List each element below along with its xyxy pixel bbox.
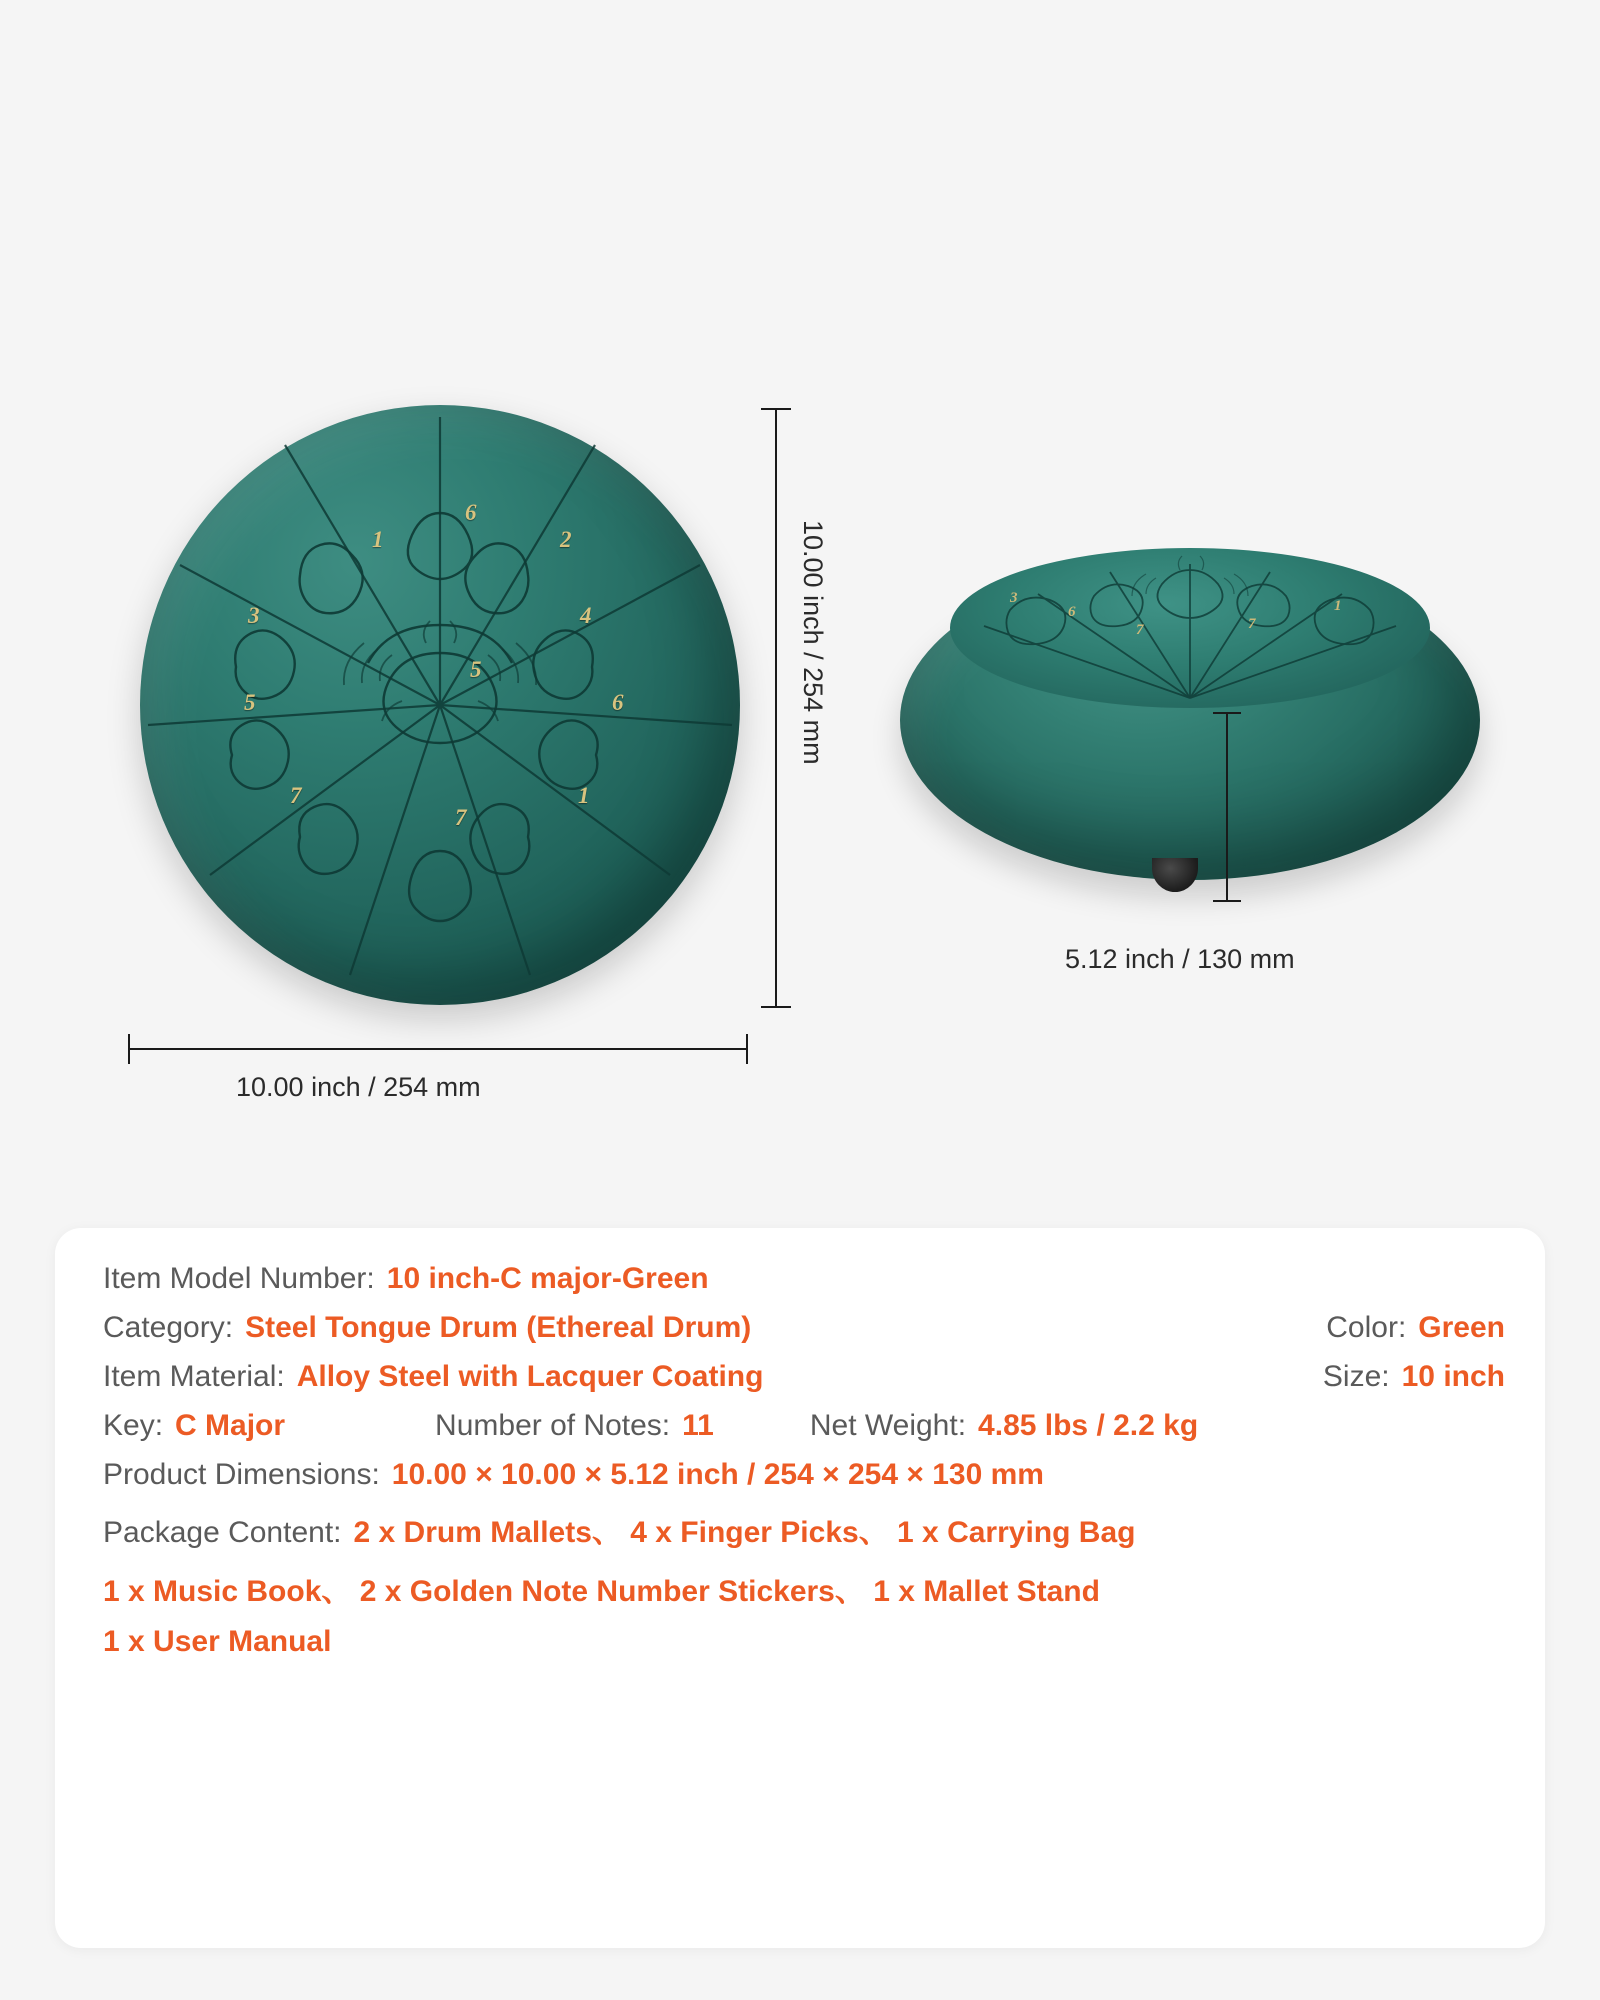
dimension-line-horizontal [128, 1048, 748, 1050]
note-number: 5 [244, 690, 256, 715]
package-continuation-line-2: 1 x Music Book、 2 x Golden Note Number Stickers、 1 x Mallet Stand [103, 1575, 1100, 1608]
size-label: Size: [1322, 1360, 1390, 1393]
note-number: 3 [1010, 590, 1018, 606]
note-number: 7 [455, 805, 467, 830]
drum-side-view [880, 540, 1500, 940]
model-label: Item Model Number: [103, 1262, 375, 1295]
spec-row-category [103, 1311, 1505, 1345]
note-number: 4 [580, 603, 592, 628]
category-label: Category: [103, 1311, 234, 1344]
width-dimension-label: 10.00 inch / 254 mm [236, 1072, 481, 1102]
dimension-tick-bottom [761, 1006, 791, 1008]
weight-value: 4.85 lbs / 2.2 kg [978, 1409, 1199, 1442]
note-number: 2 [560, 527, 572, 552]
note-number: 1 [578, 783, 590, 808]
drum-top-body [140, 405, 740, 1005]
material-label: Item Material: [103, 1360, 285, 1393]
note-number: 1 [372, 527, 384, 552]
drum-side-tongue-lines [950, 548, 1430, 708]
category-value: Steel Tongue Drum (Ethereal Drum) [245, 1311, 752, 1344]
depth-tick-top [1213, 712, 1241, 714]
depth-dimension-label: 5.12 inch / 130 mm [1065, 944, 1295, 974]
drum-rubber-foot [1152, 858, 1198, 892]
key-label: Key: [103, 1409, 164, 1442]
spec-row-dimensions [103, 1458, 1505, 1492]
notes-label: Number of Notes: [435, 1409, 671, 1442]
note-number: 7 [1136, 622, 1144, 638]
dimension-tick-right [746, 1034, 748, 1064]
note-number: 3 [248, 603, 260, 628]
note-number: 6 [1068, 604, 1076, 620]
note-number: 6 [465, 500, 477, 525]
dimension-line-vertical [775, 408, 777, 1008]
note-number: 6 [612, 690, 624, 715]
note-number: 7 [290, 783, 302, 808]
spec-row-package [103, 1507, 1505, 1551]
package-label: Package Content: [103, 1516, 342, 1549]
note-number: 7 [1248, 616, 1256, 632]
depth-dimension-line [1226, 712, 1228, 902]
drum-top-tongue-lines [140, 405, 740, 1005]
color-value: Green [1418, 1311, 1505, 1344]
specification-card [55, 1228, 1545, 1948]
height-dimension-label: 10.00 inch / 254 mm [798, 520, 828, 765]
package-continuation-line-3: 1 x User Manual [103, 1625, 332, 1658]
material-value: Alloy Steel with Lacquer Coating [296, 1360, 764, 1393]
size-value: 10 inch [1401, 1360, 1505, 1393]
key-value: C Major [175, 1409, 286, 1442]
product-dimensions-value: 10.00 × 10.00 × 5.12 inch / 254 × 254 × 130 mm [391, 1458, 1044, 1491]
dimension-tick-left [128, 1034, 130, 1064]
note-number: 1 [1334, 598, 1342, 614]
notes-value: 11 [682, 1409, 714, 1442]
spec-row-key-notes-weight [103, 1409, 1505, 1443]
product-dimensions-label: Product Dimensions: [103, 1458, 380, 1491]
drum-top-view [140, 405, 760, 1025]
weight-label: Net Weight: [809, 1409, 967, 1442]
note-number: 5 [470, 657, 482, 682]
package-value: 2 x Drum Mallets、 4 x Finger Picks、 1 x Carrying Bag [353, 1516, 1136, 1549]
spec-row-model [103, 1262, 1505, 1296]
drum-side-top-surface [950, 548, 1430, 708]
color-label: Color: [1326, 1311, 1407, 1344]
spec-row-material [103, 1360, 1505, 1394]
depth-tick-bottom [1213, 900, 1241, 902]
dimension-tick-top [761, 408, 791, 410]
model-value: 10 inch-C major-Green [386, 1262, 709, 1295]
